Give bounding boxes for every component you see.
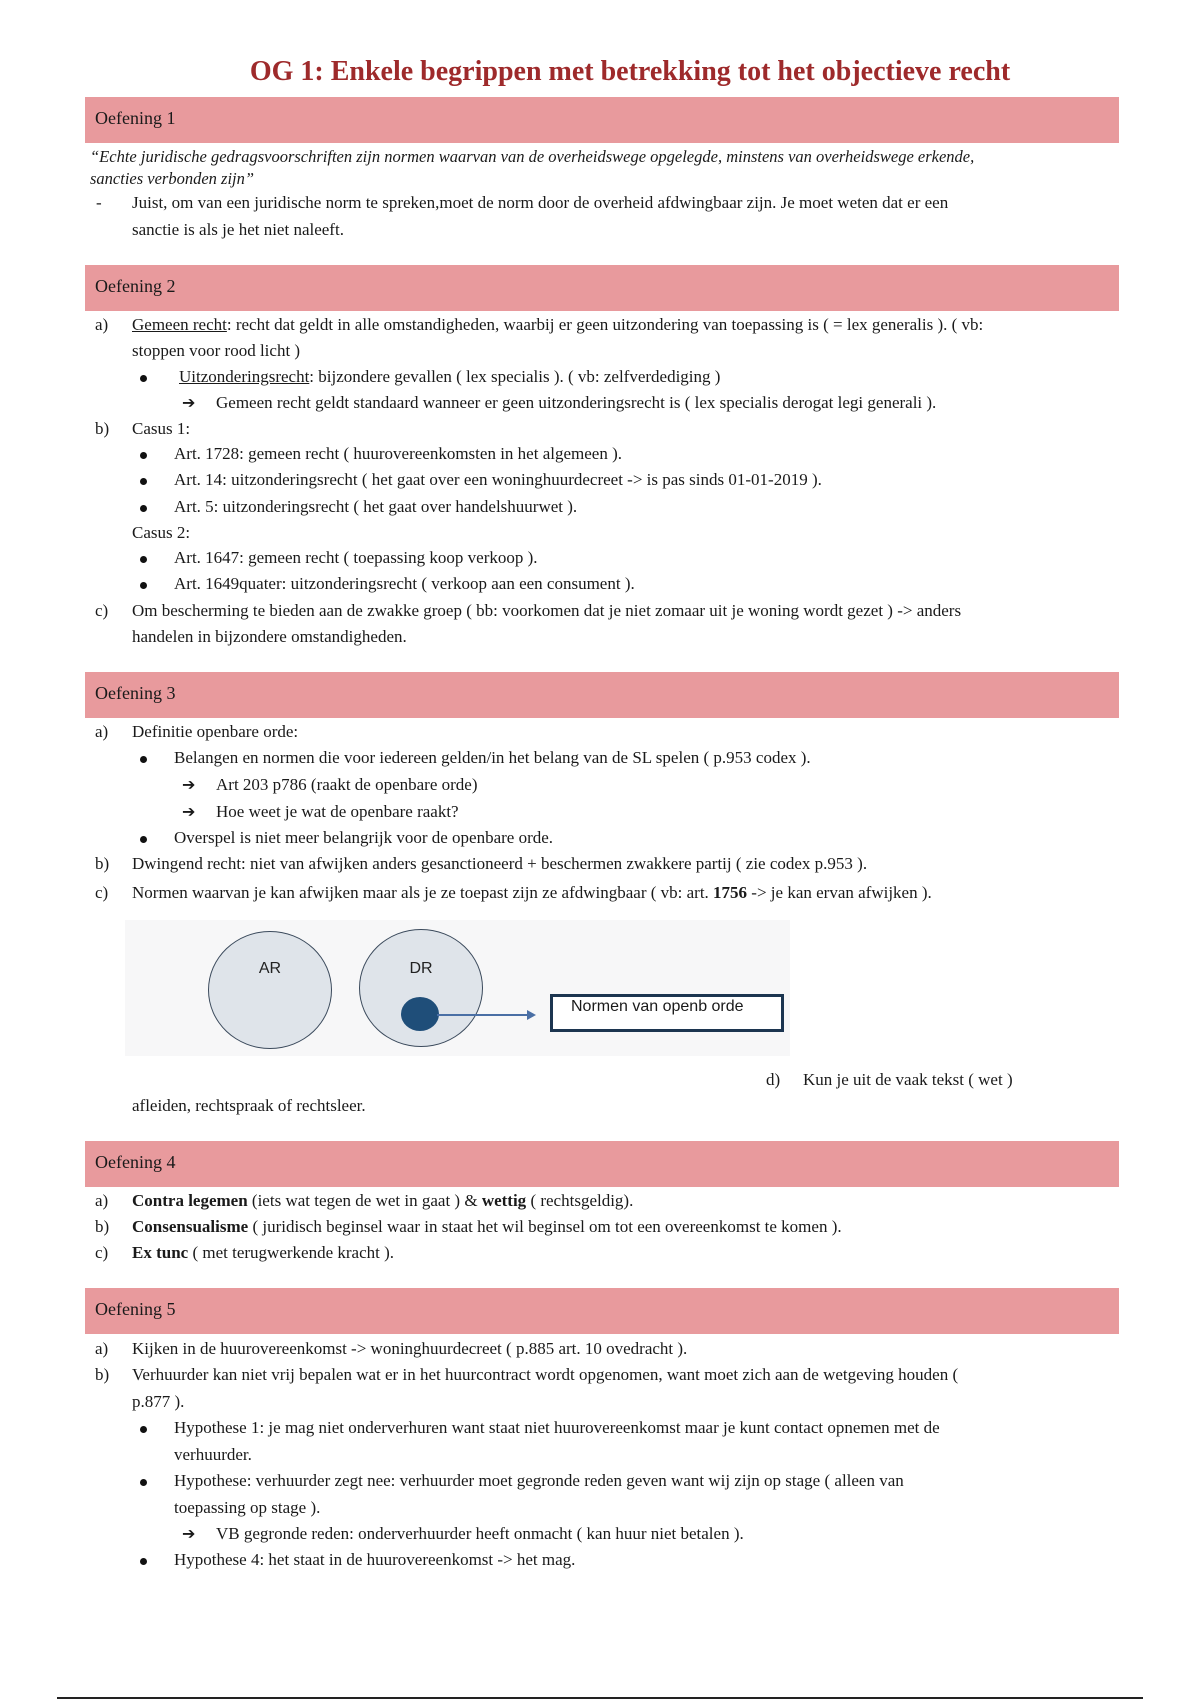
ex3-a-text: Definitie openbare orde: (132, 722, 299, 741)
ex3-a-bullet-1: Belangen en normen die voor iedereen gelden/in het belang van de SL spelen ( p.953 codex ). (174, 748, 811, 767)
ex3-d-line-2: afleiden, rechtspraak of rechtsleer. (132, 1096, 366, 1115)
ex3-c-text-post: -> je kan ervan afwijken ). (747, 883, 932, 902)
answer-line-2: sanctie is als je het niet naleeft. (132, 220, 344, 239)
connector-line (437, 1014, 527, 1016)
bullet-icon (140, 836, 147, 843)
term-contra-legemen: Contra legemen (132, 1191, 248, 1210)
section-header-label: Oefening 4 (95, 1152, 176, 1172)
ex5-b-line-2: p.877 ). (132, 1392, 185, 1411)
list-marker-b: b) (95, 419, 110, 438)
inner-dot (401, 997, 439, 1031)
ex3-c-article: 1756 (713, 883, 748, 902)
list-marker-a: a) (95, 1339, 109, 1358)
section-header-oefening-4 (85, 1141, 1119, 1187)
casus-1-label: Casus 1: (132, 419, 191, 438)
arrow-icon: ➔ (182, 393, 196, 412)
list-marker-c: c) (95, 601, 109, 620)
hypothese-4: Hypothese 4: het staat in de huurovereenkomst -> het mag. (174, 1550, 576, 1569)
section-header-oefening-3 (85, 672, 1119, 718)
bullet-icon (140, 1558, 147, 1565)
ex4-a-desc-2: ( rechtsgeldig). (526, 1191, 634, 1210)
list-marker-b: b) (95, 854, 110, 873)
quote-line-1: “Echte juridische gedragsvoorschriften zijn normen waarvan van de overheidswege opgelegde, minstens van overheidswege erkende, (90, 147, 975, 166)
arrow-icon: ➔ (182, 775, 196, 794)
casus-1-item: Art. 5: uitzonderingsrecht ( het gaat over handelshuurwet ). (174, 497, 578, 516)
casus-2-label: Casus 2: (132, 523, 191, 542)
list-marker-a: a) (95, 1191, 109, 1210)
section-header-label: Oefening 3 (95, 683, 176, 703)
casus-2-item: Art. 1649quater: uitzonderingsrecht ( verkoop aan een consument ). (174, 574, 635, 593)
bullet-icon (140, 1479, 147, 1486)
hypothese-2-line-1: Hypothese: verhuurder zegt nee: verhuurder moet gegronde reden geven want wij zijn op stage ( alleen van (174, 1471, 904, 1490)
bullet-icon (140, 452, 147, 459)
list-marker-c: c) (95, 1243, 109, 1262)
circle-dr-label: DR (409, 960, 433, 977)
list-marker-a: a) (95, 315, 109, 334)
term-ex-tunc: Ex tunc (132, 1243, 189, 1262)
ex4-c-text (132, 1242, 394, 1264)
ex4-a-desc: (iets wat tegen de wet in gaat ) & (247, 1191, 482, 1210)
casus-1-item: Art. 1728: gemeen recht ( huurovereenkomsten in het algemeen ). (174, 444, 622, 463)
hypothese-2-line-2: toepassing op stage ). (174, 1498, 321, 1517)
term-consensualisme: Consensualisme (132, 1217, 249, 1236)
section-header-label: Oefening 1 (95, 108, 176, 128)
section-header-label: Oefening 5 (95, 1299, 176, 1319)
bullet-icon (140, 556, 147, 563)
ex4-a-text (132, 1190, 633, 1212)
circle-ar (208, 931, 332, 1049)
ex3-a-arrow-item: Art 203 p786 (raakt de openbare orde) (216, 775, 478, 794)
ex3-c-text-pre: Normen waarvan je kan afwijken maar als je ze toepast zijn ze afdwingbaar ( vb: art. (132, 883, 714, 902)
ex3-d-line-1: Kun je uit de vaak tekst ( wet ) (803, 1070, 1013, 1089)
ex4-b-desc: ( juridisch beginsel waar in staat het wil beginsel om tot een overeenkomst te komen ). (248, 1217, 842, 1236)
hypothese-1-line-1: Hypothese 1: je mag niet onderverhuren want staat niet huurovereenkomst maar je kunt contact opnemen met de (174, 1418, 940, 1437)
term-wettig: wettig (481, 1191, 527, 1210)
bullet-icon (140, 505, 147, 512)
ex3-c-text (132, 882, 932, 904)
section-header-label: Oefening 2 (95, 276, 176, 296)
norms-box-label: Normen van openb orde (571, 998, 744, 1015)
ex2-a-bullet-text: : bijzondere gevallen ( lex specialis ). ( vb: zelfverdediging ) (309, 367, 721, 386)
ex4-c-desc: ( met terugwerkende kracht ). (188, 1243, 395, 1262)
ex2-a-line-2: stoppen voor rood licht ) (132, 341, 301, 360)
ex2-a-bullet (179, 366, 720, 388)
ex2-a-text: : recht dat geldt in alle omstandigheden, waarbij er geen uitzondering van toepassing is ( = lex generalis ). ( vb: (226, 315, 984, 334)
arrow-icon: ➔ (182, 802, 196, 821)
bullet-icon (140, 375, 147, 382)
list-marker-a: a) (95, 722, 109, 741)
answer-line-1: Juist, om van een juridische norm te spreken,moet de norm door de overheid afdwingbaar zijn. Je moet weten dat er een (132, 193, 949, 212)
ex3-b-text: Dwingend recht: niet van afwijken anders gesanctioneerd + beschermen zwakkere partij ( zie codex p.953 ). (132, 854, 868, 873)
list-marker-b: b) (95, 1365, 110, 1384)
ex4-b-text (132, 1216, 842, 1238)
term-gemeen-recht: Gemeen recht (132, 315, 227, 334)
bullet-icon (140, 478, 147, 485)
ex3-a-arrow-item: Hoe weet je wat de openbare raakt? (216, 802, 459, 821)
ex2-c-line-2: handelen in bijzondere omstandigheden. (132, 627, 407, 646)
ex2-c-line-1: Om bescherming te bieden aan de zwakke groep ( bb: voorkomen dat je niet zomaar uit je woning wordt gezet ) -> anders (132, 601, 962, 620)
ex2-a-line-1 (132, 314, 983, 336)
list-marker-d: d) (766, 1070, 781, 1089)
arrow-icon: ➔ (182, 1524, 196, 1543)
ex3-a-bullet-2: Overspel is niet meer belangrijk voor de openbare orde. (174, 828, 554, 847)
section-header-oefening-2 (85, 265, 1119, 311)
casus-1-item: Art. 14: uitzonderingsrecht ( het gaat over een woninghuurdecreet -> is pas sinds 01-01-2019 ). (174, 470, 822, 489)
bottom-rule (57, 1697, 1143, 1699)
hypothese-2-arrow-text: VB gegronde reden: onderverhuurder heeft onmacht ( kan huur niet betalen ). (216, 1524, 744, 1543)
bullet-icon (140, 1426, 147, 1433)
casus-2-item: Art. 1647: gemeen recht ( toepassing koop verkoop ). (174, 548, 538, 567)
list-marker-c: c) (95, 883, 109, 902)
section-header-oefening-1 (85, 97, 1119, 143)
page-title: OG 1: Enkele begrippen met betrekking tot het objectieve recht (249, 56, 1011, 87)
ex2-a-arrow-text: Gemeen recht geldt standaard wanneer er geen uitzonderingsrecht is ( lex specialis derogat legi generali ). (216, 393, 937, 412)
list-marker-b: b) (95, 1217, 110, 1236)
dash-marker: - (96, 193, 102, 212)
quote-line-2: sancties verbonden zijn” (90, 169, 255, 188)
hypothese-1-line-2: verhuurder. (174, 1445, 252, 1464)
norms-box (550, 994, 784, 1032)
circle-ar-label: AR (258, 960, 282, 977)
arrow-head-icon (527, 1010, 536, 1020)
term-uitzonderingsrecht: Uitzonderingsrecht (179, 367, 310, 386)
section-header-oefening-5 (85, 1288, 1119, 1334)
ex5-a-text: Kijken in de huurovereenkomst -> woninghuurdecreet ( p.885 art. 10 ovedracht ). (132, 1339, 688, 1358)
bullet-icon (140, 756, 147, 763)
bullet-icon (140, 582, 147, 589)
ex5-b-line-1: Verhuurder kan niet vrij bepalen wat er in het huurcontract wordt opgenomen, want moet zich aan de wetgeving houden ( (132, 1365, 959, 1384)
